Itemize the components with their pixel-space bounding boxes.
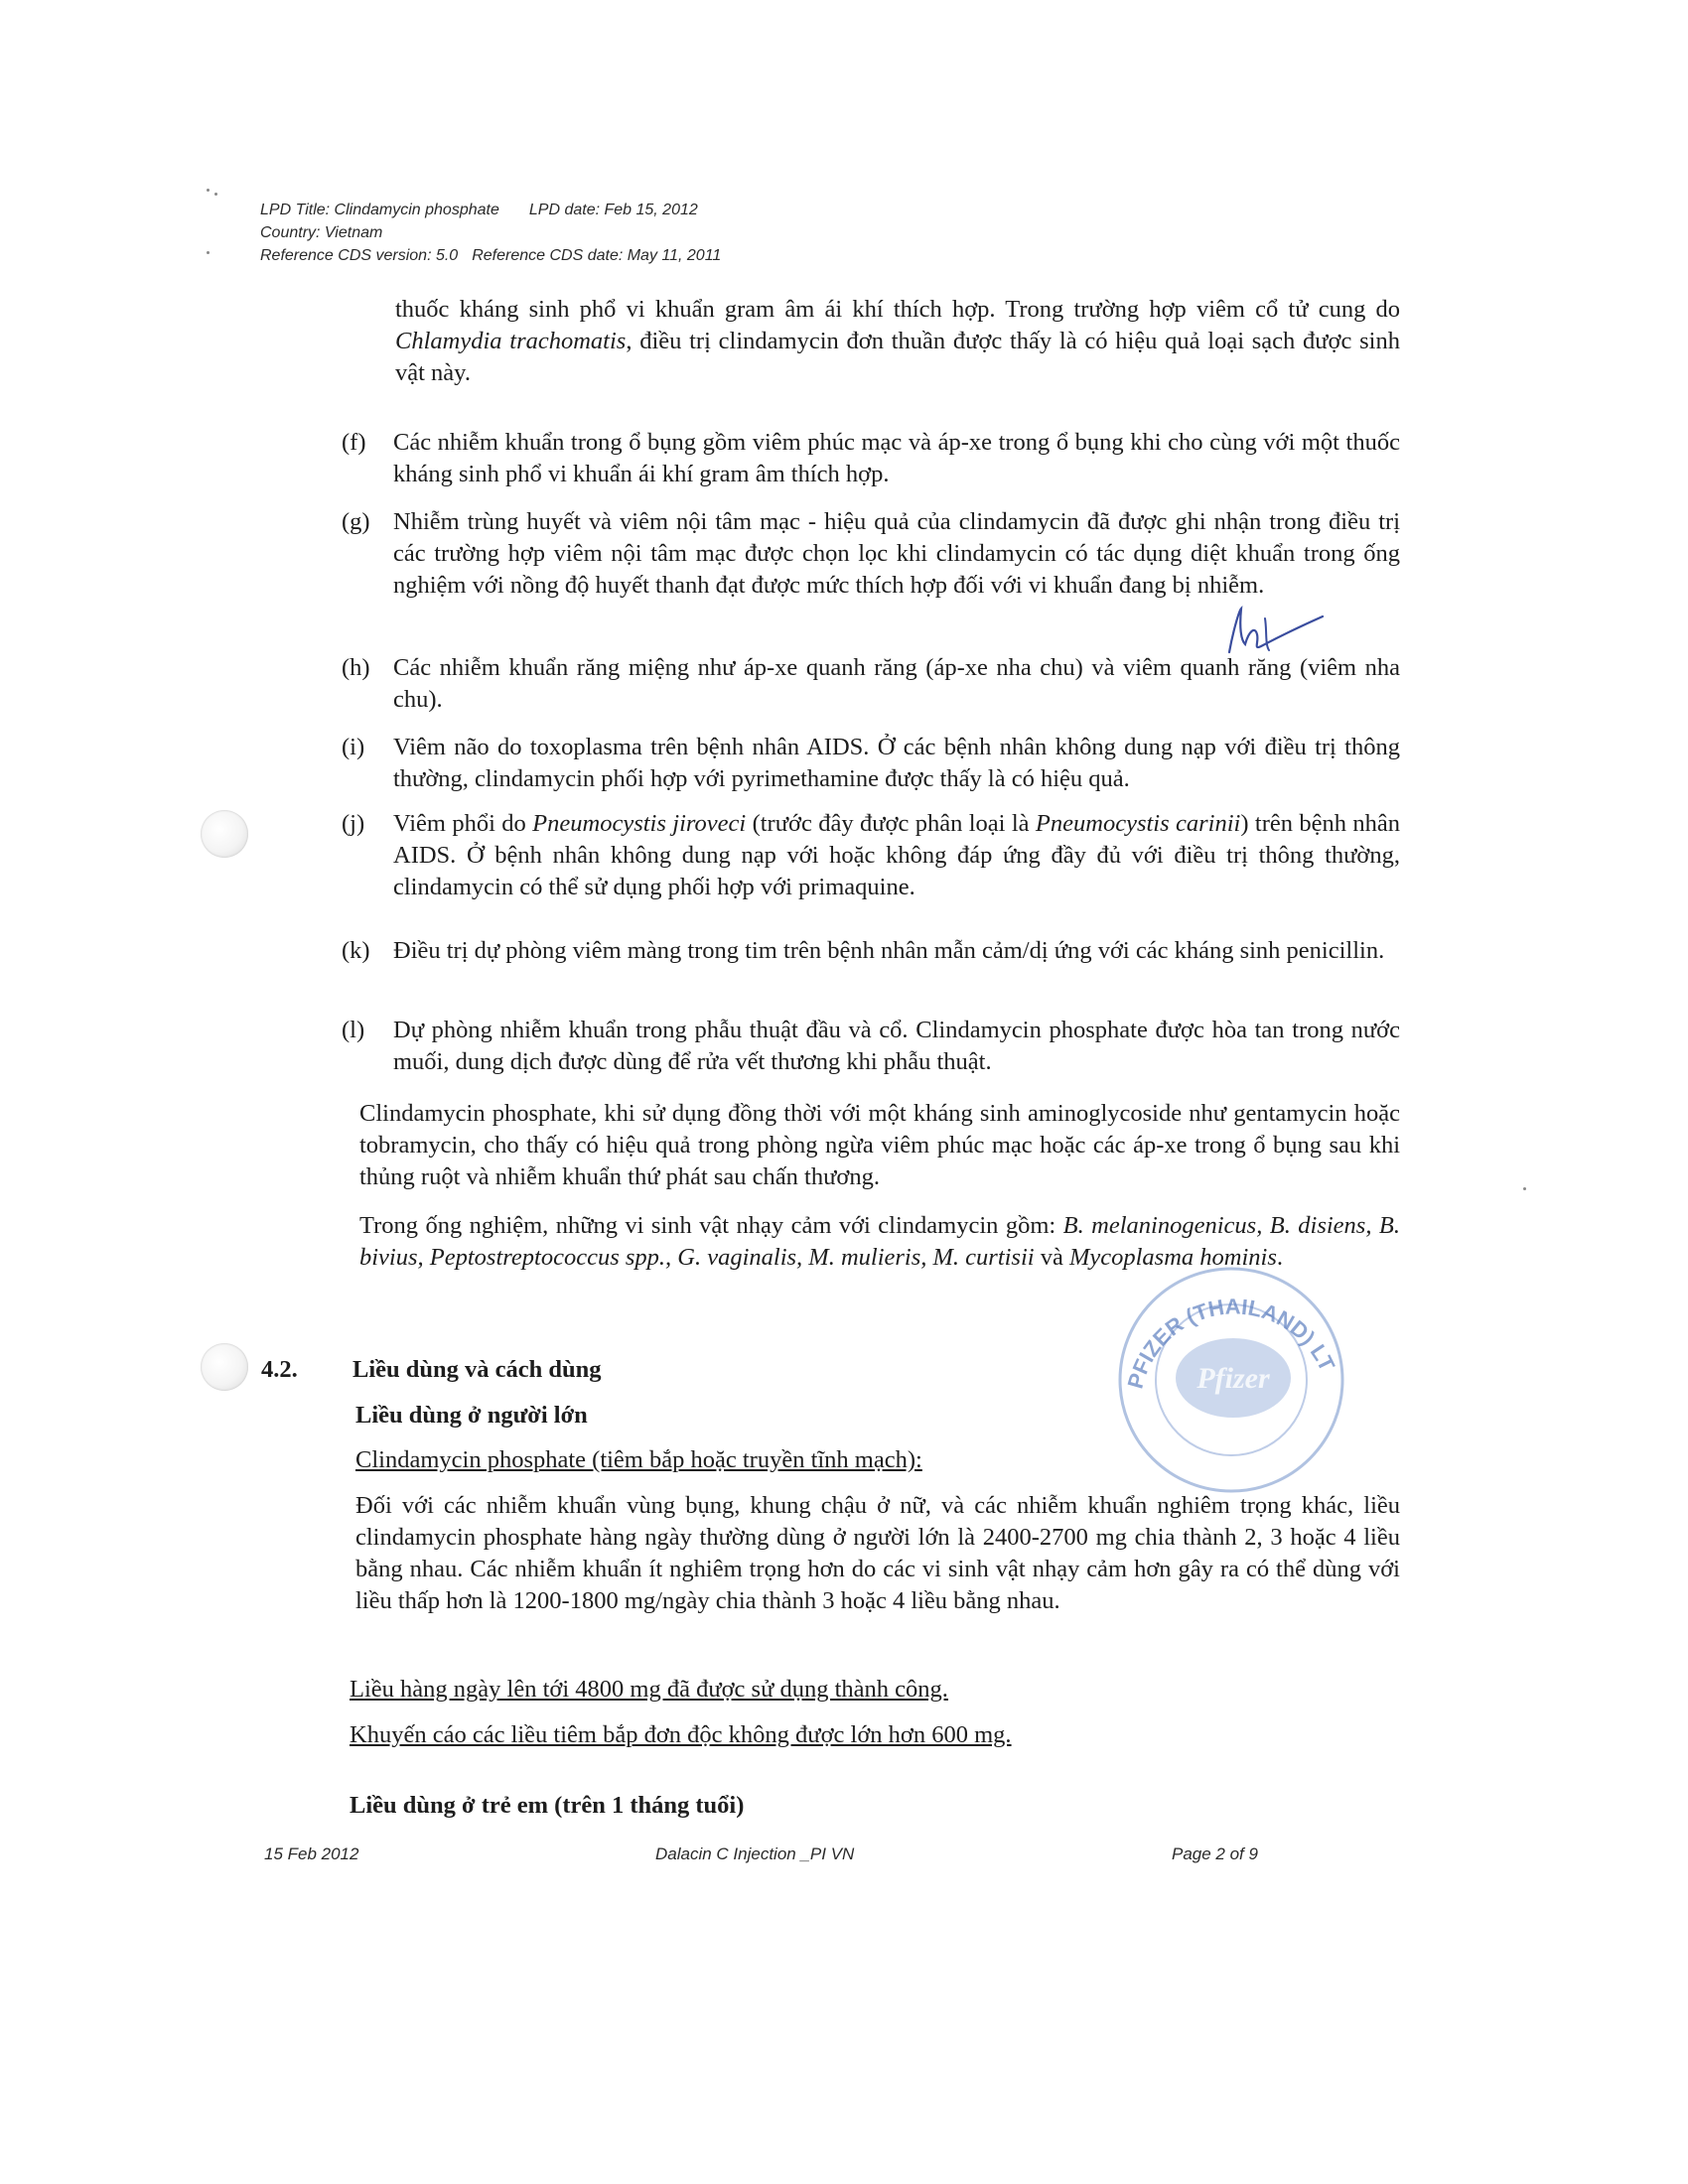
- lpd-date: LPD date: Feb 15, 2012: [528, 202, 698, 218]
- cds-version: Reference CDS version: 5.0: [260, 247, 459, 264]
- list-text: Nhiễm trùng huyết và viêm nội tâm mạc - hiệu quả của clindamycin đã được ghi nhận trong điều trị các trường hợp viêm nội tâm mạc được chọn lọc khi clindamycin có tác dụng diệt khuẩn trong ống nghiệm với nồng độ huyết thanh đạt được mức thích hợp đối với vi khuẩn đang bị nhiễm.: [393, 508, 1400, 599]
- species-name: Pneumocystis jiroveci: [532, 810, 747, 837]
- cds-date: Reference CDS date: May 11, 2011: [472, 247, 722, 264]
- list-label: (f): [342, 429, 366, 456]
- in-vitro-paragraph: Trong ống nghiệm, những vi sinh vật nhạy cảm với clindamycin gồm: B. melaninogenicus, B. disiens, B. bivius, Peptostreptococcus spp., G. vaginalis, M. mulieris, M. curtisii và Mycoplasma hominis.: [359, 1212, 1400, 1271]
- adult-dosage-heading: Liều dùng ở người lớn: [355, 1402, 588, 1429]
- max-daily-dose: Liều hàng ngày lên tới 4800 mg đã được sử dụng thành công.: [350, 1676, 948, 1703]
- list-label: (g): [342, 508, 370, 535]
- footer-page-number: Page 2 of 9: [1172, 1844, 1258, 1863]
- child-dosage-heading: Liều dùng ở trẻ em (trên 1 tháng tuổi): [350, 1792, 745, 1819]
- stamp-arc-text: PFIZER (THAILAND) LT: [1122, 1294, 1340, 1392]
- scan-mark: [214, 193, 217, 196]
- list-text: Các nhiễm khuẩn răng miệng như áp-xe quanh răng (áp-xe nha chu) và viêm quanh răng (viêm nha chu).: [393, 654, 1400, 713]
- handwritten-initials: [1221, 601, 1331, 660]
- list-label: (i): [342, 734, 365, 760]
- list-text: Dự phòng nhiễm khuẩn trong phẫu thuật đầu và cổ. Clindamycin phosphate được hòa tan trong nước muối, dung dịch được dùng để rửa vết thương khi phẫu thuật.: [393, 1017, 1400, 1075]
- scan-mark: [1523, 1187, 1526, 1190]
- list-label: (l): [342, 1017, 365, 1043]
- species-name: Chlamydia trachomatis: [395, 328, 627, 354]
- lpd-title: LPD Title: Clindamycin phosphate: [260, 202, 499, 218]
- list-label: (k): [342, 937, 370, 964]
- section-title: Liều dùng và cách dùng: [352, 1356, 602, 1383]
- im-dose-limit: Khuyến cáo các liều tiêm bắp đơn độc không được lớn hơn 600 mg.: [350, 1721, 1012, 1748]
- footer-date: 15 Feb 2012: [264, 1844, 359, 1863]
- punch-hole: [201, 1343, 248, 1391]
- section-number: 4.2.: [261, 1356, 298, 1383]
- list-label: (h): [342, 654, 370, 681]
- scan-mark: [207, 189, 210, 192]
- species-name: Pneumocystis carinii: [1035, 810, 1241, 837]
- list-text: Điều trị dự phòng viêm màng trong tim trên bệnh nhân mẫn cảm/dị ứng với các kháng sinh penicillin.: [393, 937, 1385, 964]
- footer-document-name: Dalacin C Injection _PI VN: [655, 1844, 855, 1863]
- list-label: (j): [342, 810, 365, 837]
- country: Country: Vietnam: [260, 224, 383, 241]
- stamp-logo-text: Pfizer: [1196, 1362, 1270, 1395]
- punch-hole: [201, 810, 248, 858]
- document-header: [260, 199, 721, 267]
- company-stamp: [1112, 1261, 1350, 1499]
- organism-list: B. melaninogenicus, B. disiens, B. bivius, Peptostreptococcus spp., G. vaginalis, M. mulieris, M. curtisii: [359, 1212, 1400, 1271]
- intro-paragraph: thuốc kháng sinh phổ vi khuẩn gram âm ái khí thích hợp. Trong trường hợp viêm cổ tử cung do Chlamydia trachomatis, điều trị clindamycin đơn thuần được thấy là có hiệu quả loại sạch được sinh vật này.: [395, 296, 1400, 386]
- adult-dosage-text: Đối với các nhiễm khuẩn vùng bụng, khung chậu ở nữ, và các nhiễm khuẩn nghiêm trọng khác, liều clindamycin phosphate hàng ngày thường dùng ở người lớn là 2400-2700 mg chia thành 2, 3 hoặc 4 liều bằng nhau. Các nhiễm khuẩn ít nghiêm trọng hơn do các vi sinh vật nhạy cảm hơn gây ra có thể dùng với liều thấp hơn là 1200-1800 mg/ngày chia thành 3 hoặc 4 liều bằng nhau.: [355, 1492, 1400, 1614]
- combination-paragraph: Clindamycin phosphate, khi sử dụng đồng thời với một kháng sinh aminoglycoside như gentamycin hoặc tobramycin, cho thấy có hiệu quả trong phòng ngừa viêm phúc mạc hoặc các áp-xe trong ổ bụng sau khi thủng ruột và nhiễm khuẩn thứ phát sau chấn thương.: [359, 1100, 1400, 1190]
- adult-route-heading: Clindamycin phosphate (tiêm bắp hoặc truyền tĩnh mạch):: [355, 1446, 922, 1473]
- list-text: Viêm não do toxoplasma trên bệnh nhân AIDS. Ở các bệnh nhân không dung nạp với điều trị thông thường, clindamycin phối hợp với pyrimethamine được thấy là có hiệu quả.: [393, 734, 1400, 792]
- list-text: Viêm phổi do Pneumocystis jiroveci (trước đây được phân loại là Pneumocystis carinii) trên bệnh nhân AIDS. Ở bệnh nhân không dung nạp với hoặc không đáp ứng đầy đủ với điều trị thông thường, clindamycin có thể sử dụng phối hợp với primaquine.: [393, 810, 1400, 900]
- list-text: Các nhiễm khuẩn trong ổ bụng gồm viêm phúc mạc và áp-xe trong ổ bụng khi cho cùng với một thuốc kháng sinh phổ vi khuẩn ái khí gram âm thích hợp.: [393, 429, 1400, 487]
- scan-mark: [207, 251, 210, 254]
- organism-name: Mycoplasma hominis: [1068, 1244, 1277, 1271]
